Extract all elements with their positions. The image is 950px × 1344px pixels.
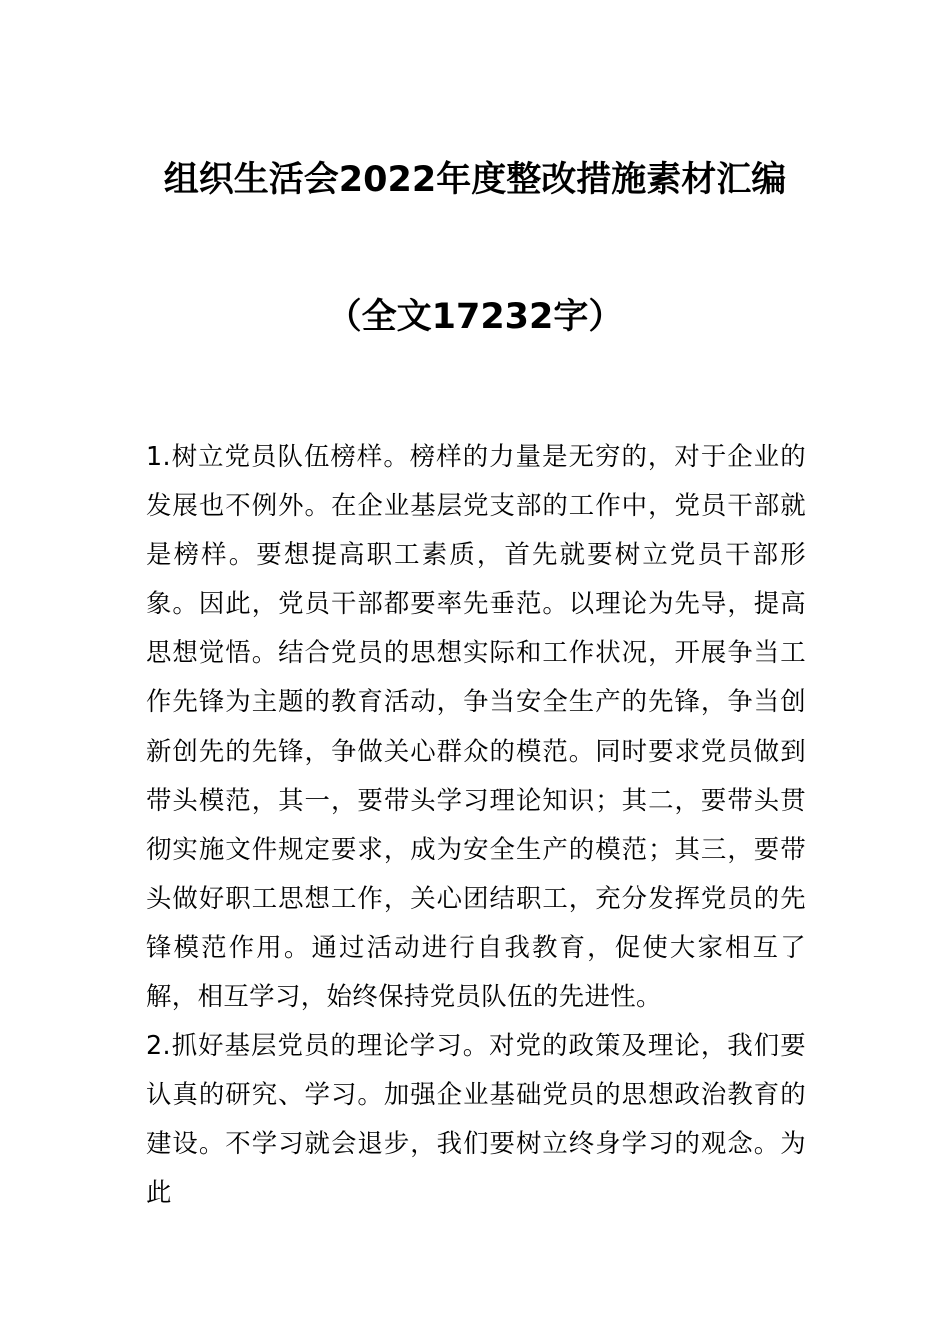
document-title: 组织生活会2022年度整改措施素材汇编	[163, 160, 787, 200]
paragraph-2: 2.抓好基层党员的理论学习。对党的政策及理论，我们要认真的研究、学习。加强企业基础党员的思想政治教育的建设。不学习就会退步，我们要树立终身学习的观念。为此	[146, 1030, 806, 1208]
document-subtitle: （全文17232字）	[326, 297, 624, 337]
document-body	[146, 432, 806, 1218]
paragraph-1: 1.树立党员队伍榜样。榜样的力量是无穷的，对于企业的发展也不例外。在企业基层党支部的工作中，党员干部就是榜样。要想提高职工素质，首先就要树立党员干部形象。因此，党员干部都要率先垂范。以理论为先导，提高思想觉悟。结合党员的思想实际和工作状况，开展争当工作先锋为主题的教育活动，争当安全生产的先锋，争当创新创先的先锋，争做关心群众的模范。同时要求党员做到带头模范，其一，要带头学习理论知识；其二，要带头贯彻实施文件规定要求，成为安全生产的模范；其三，要带头做好职工思想工作，关心团结职工，充分发挥党员的先锋模范作用。通过活动进行自我教育，促使大家相互了解，相互学习，始终保持党员队伍的先进性。	[146, 441, 806, 1012]
